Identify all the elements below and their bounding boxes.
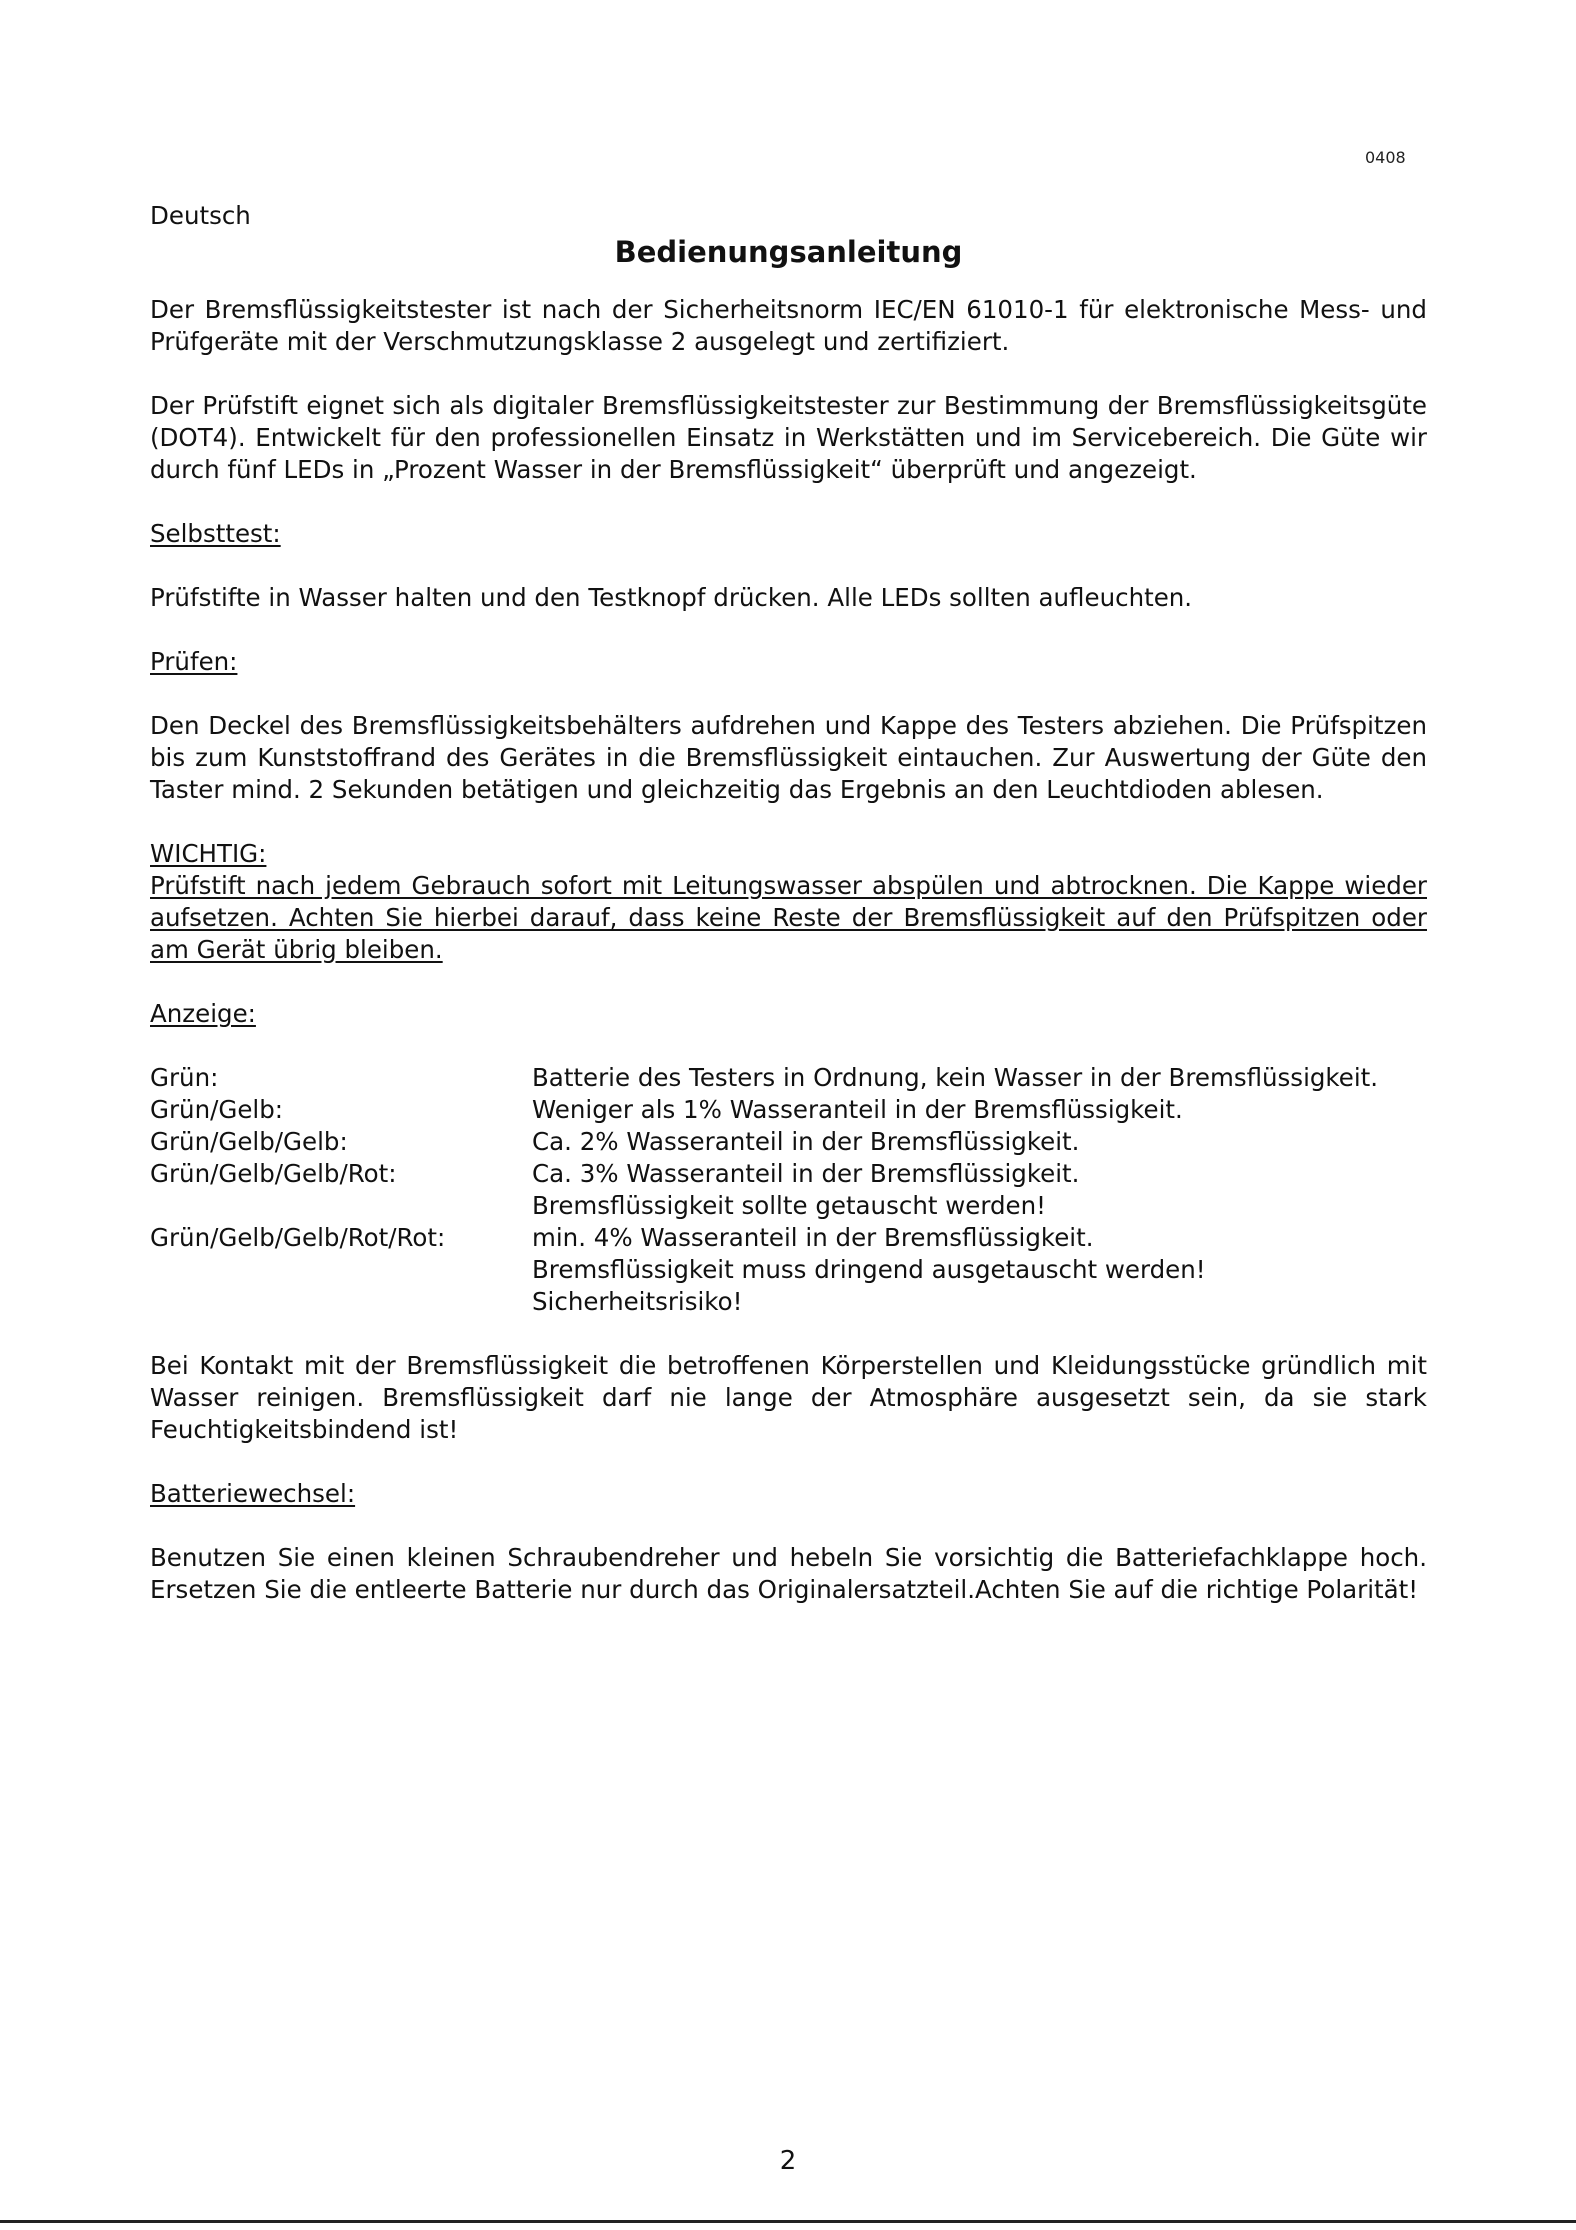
page-content xyxy=(150,200,1427,1606)
document-code: 0408 xyxy=(1365,148,1406,167)
display-description-line: Bremsflüssigkeit sollte getauscht werden! xyxy=(532,1191,1046,1220)
display-description-line: Ca. 2% Wasseranteil in der Bremsflüssigkeit. xyxy=(532,1127,1080,1156)
display-description-line: Bremsflüssigkeit muss dringend ausgetauscht werden! xyxy=(532,1255,1206,1284)
display-heading: Anzeige: xyxy=(150,999,256,1028)
display-table xyxy=(150,1062,1427,1318)
check-text: Den Deckel des Bremsflüssigkeitsbehälters aufdrehen und Kappe des Testers abziehen. Die Prüfspitzen bis zum Kunststoffrand des Gerätes in die Bremsflüssigkeit eintauchen. Zur Auswertung der Güte den Taster mind. 2 Sekunden betätigen und gleichzeitig das Ergebnis an den Leuchtdioden ablesen. xyxy=(150,711,1427,804)
display-description-line: min. 4% Wasseranteil in der Bremsflüssigkeit. xyxy=(532,1223,1094,1252)
selftest-heading: Selbsttest: xyxy=(150,519,281,548)
important-heading: WICHTIG: xyxy=(150,839,267,868)
bottom-divider xyxy=(0,2220,1576,2223)
display-description-line: Batterie des Testers in Ordnung, kein Wasser in der Bremsflüssigkeit. xyxy=(532,1063,1379,1092)
display-label: Grün/Gelb/Gelb/Rot: xyxy=(150,1159,397,1188)
intro-paragraph-2: Der Prüfstift eignet sich als digitaler Bremsflüssigkeitstester zur Bestimmung der Bremsflüssigkeitsgüte (DOT4). Entwickelt für den professionellen Einsatz in Werkstätten und im Servicebereich. Die Güte wir durch fünf LEDs in „Prozent Wasser in der Bremsflüssigkeit“ überprüft und angezeigt. xyxy=(150,391,1427,484)
page-number: 2 xyxy=(779,2146,797,2176)
display-description xyxy=(532,1126,1427,1158)
battery-heading: Batteriewechsel: xyxy=(150,1479,356,1508)
display-label: Grün/Gelb: xyxy=(150,1095,284,1124)
language-label: Deutsch xyxy=(150,201,251,230)
intro-paragraph-1: Der Bremsflüssigkeitstester ist nach der Sicherheitsnorm IEC/EN 61010-1 für elektronische Mess- und Prüfgeräte mit der Verschmutzungsklasse 2 ausgelegt und zertifiziert. xyxy=(150,295,1427,356)
display-description xyxy=(532,1158,1427,1222)
display-description xyxy=(532,1094,1427,1126)
display-description-line: Weniger als 1% Wasseranteil in der Bremsflüssigkeit. xyxy=(532,1095,1183,1124)
display-label: Grün/Gelb/Gelb: xyxy=(150,1127,348,1156)
selftest-text: Prüfstifte in Wasser halten und den Testknopf drücken. Alle LEDs sollten aufleuchten. xyxy=(150,583,1193,612)
important-text: Prüfstift nach jedem Gebrauch sofort mit Leitungswasser abspülen und abtrocknen. Die Kappe wieder aufsetzen. Achten Sie hierbei darauf, dass keine Reste der Bremsflüssigkeit auf den Prüfspitzen oder am Gerät übrig bleiben. xyxy=(150,871,1427,964)
display-label: Grün: xyxy=(150,1063,219,1092)
display-label: Grün/Gelb/Gelb/Rot/Rot: xyxy=(150,1223,446,1252)
page-title: Bedienungsanleitung xyxy=(614,235,963,269)
check-heading: Prüfen: xyxy=(150,647,238,676)
display-description-line: Ca. 3% Wasseranteil in der Bremsflüssigkeit. xyxy=(532,1159,1080,1188)
display-description xyxy=(532,1222,1427,1318)
battery-text: Benutzen Sie einen kleinen Schraubendreher und hebeln Sie vorsichtig die Batteriefachklappe hoch. Ersetzen Sie die entleerte Batterie nur durch das Originalersatzteil.Achten Sie auf die richtige Polarität! xyxy=(150,1543,1427,1604)
display-description-line: Sicherheitsrisiko! xyxy=(532,1287,743,1316)
contact-paragraph: Bei Kontakt mit der Bremsflüssigkeit die betroffenen Körperstellen und Kleidungsstücke gründlich mit Wasser reinigen. Bremsflüssigkeit darf nie lange der Atmosphäre ausgesetzt sein, da sie stark Feuchtigkeitsbindend ist! xyxy=(150,1351,1427,1444)
display-description xyxy=(532,1062,1427,1094)
